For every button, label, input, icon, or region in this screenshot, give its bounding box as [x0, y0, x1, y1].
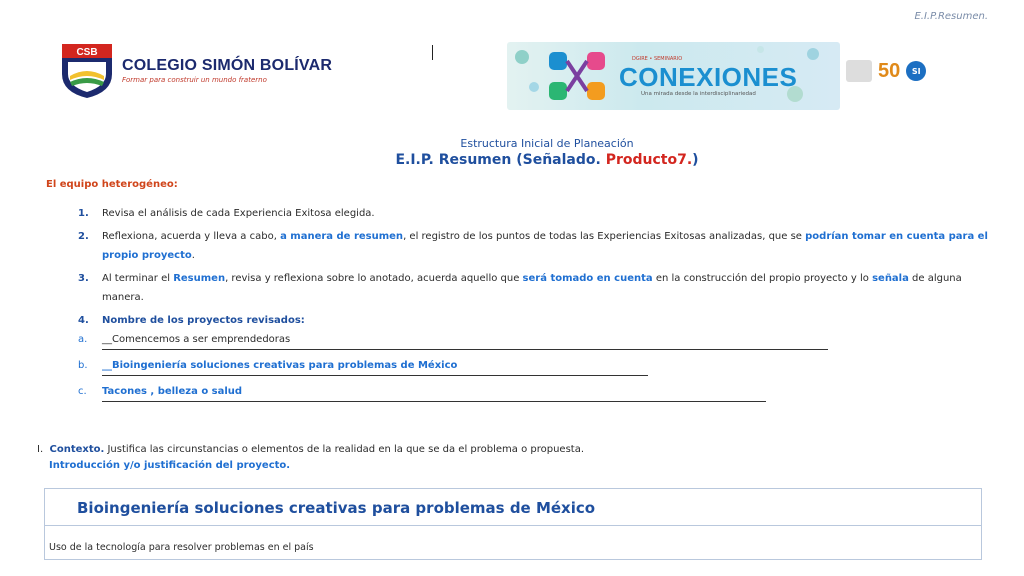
- list-number: 4.: [78, 315, 89, 326]
- project-box-title: Bioingeniería soluciones creativas para problemas de México: [77, 499, 596, 517]
- project-item: b. __Bioingeniería soluciones creativas para problemas de México: [78, 356, 990, 376]
- context-label: Contexto.: [49, 444, 105, 455]
- project-name: Tacones , belleza o salud: [102, 382, 766, 402]
- school-name: COLEGIO SIMÓN BOLÍVAR: [122, 56, 333, 74]
- doc-title-line2: [0, 152, 1024, 168]
- project-box-text[interactable]: Uso de la tecnología para resolver problemas en el país: [49, 542, 314, 553]
- document-tag: E.I.P.Resumen.: [914, 11, 988, 22]
- list-text: Nombre de los proyectos revisados:: [102, 315, 305, 326]
- list-text: Al terminar el Resumen, revisa y reflexiona sobre lo anotado, acuerda aquello que será tomado en cuenta en la construcción del propio proyecto y lo señala de alguna manera.: [102, 273, 962, 303]
- context-section: I. Contexto. Justifica las circunstancias o elementos de la realidad en la que se da el problema o propuesta. Introducción y/o justificación del proyecto.: [37, 442, 584, 474]
- title-close: ): [692, 152, 699, 168]
- team-label: El equipo heterogéneo:: [46, 179, 178, 190]
- context-subtitle: Introducción y/o justificación del proyecto.: [49, 460, 291, 471]
- text-cursor: [432, 45, 433, 60]
- title-main: E.I.P. Resumen (Señalado.: [395, 152, 606, 168]
- conexiones-icon: [545, 48, 609, 104]
- list-number: 2.: [78, 231, 89, 242]
- list-item: [78, 269, 990, 307]
- project-name: __Comencemos a ser emprendedoras: [102, 330, 828, 350]
- unam-seal-icon: [846, 60, 872, 82]
- banner-small-text: DGIRE • SEMINARIO: [632, 56, 683, 62]
- list-item: [78, 204, 990, 223]
- banner-subtitle: Una mirada desde la interdisciplinariedad: [641, 91, 756, 97]
- list-number: 3.: [78, 273, 89, 284]
- doc-title-line1: Estructura Inicial de Planeación: [460, 137, 634, 150]
- context-text: Justifica las circunstancias o elementos de la realidad en la que se da el problema o propuesta.: [104, 444, 585, 455]
- list-number: 1.: [78, 208, 89, 219]
- list-item: [78, 227, 990, 265]
- project-item: c. Tacones , belleza o salud: [78, 382, 990, 402]
- school-logo: [58, 40, 332, 100]
- project-name: __Bioingeniería soluciones creativas para problemas de México: [102, 356, 648, 376]
- project-box: [44, 488, 982, 560]
- list-text: Revisa el análisis de cada Experiencia Exitosa elegida.: [102, 208, 375, 219]
- instructions-list: [78, 204, 990, 402]
- conexiones-banner: [507, 42, 840, 110]
- school-shield-icon: [58, 40, 116, 100]
- school-badge-text: CSB: [76, 47, 98, 58]
- title-product: Producto7.: [605, 152, 693, 168]
- project-box-divider: [45, 525, 981, 526]
- dgire-50-logo: 50: [878, 60, 901, 82]
- project-item: a. __Comencemos a ser emprendedoras: [78, 330, 990, 350]
- partner-logos: [846, 60, 926, 82]
- banner-title: CONEXIONES: [619, 62, 798, 92]
- si-logo: SI: [906, 61, 926, 81]
- list-item: [78, 311, 990, 330]
- school-tagline: Formar para construir un mundo fraterno: [122, 75, 267, 84]
- list-text: Reflexiona, acuerda y lleva a cabo, a manera de resumen, el registro de los puntos de todas las Experiencias Exitosas analizadas, que se podrían tomar en cuenta para el propio proyecto.: [102, 231, 988, 261]
